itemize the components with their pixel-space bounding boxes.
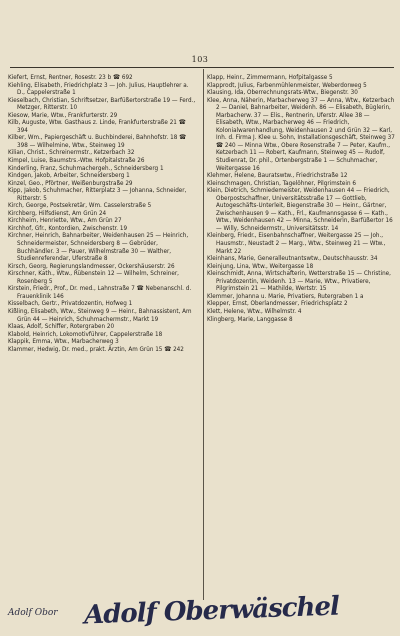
- directory-entry: Klehmer, Helene, Bauratswtw., Friedrichstraße 12: [207, 172, 348, 180]
- directory-entry: Kinzel, Geo., Pförtner, Weißenburgstraße 29: [8, 179, 133, 187]
- page-number: 103: [191, 55, 209, 64]
- directory-entry: Kirschner, Kath., Wtw., Rübenstein 12 — Wilhelm, Schreiner, Rosenberg 5: [8, 270, 179, 285]
- directory-entry: Kirchner, Heinrich, Bahnarbeiter, Weidenhausen 25 — Heinrich, Schneidermeister, Schneidersberg 8 — Gebrüder, Buchhändler. 3 — Pauer, Wilhelmstraße 30 — Walther, Studienreferendar, Uferstraße 8: [8, 232, 189, 263]
- directory-entry: Klemmer, Johanna u. Marie, Privatiers, Rutergraben 1 a: [207, 292, 364, 300]
- directory-entry: Kirsch, Georg, Regierungslandmesser, Ockershäuserstr. 26: [8, 262, 175, 270]
- directory-entry: Kiesow, Marie, Wtw., Frankfurterstr. 29: [8, 111, 118, 119]
- directory-entry: Kirchheim, Henriette, Wtw., Am Grün 27: [8, 217, 122, 225]
- directory-entry: Kleinschmidt, Anna, Wirtschafterin, Wetterstraße 15 — Christine, Privatdozentin, Weidenh. 13 — Marie, Wtw., Privatiere, Pilgrimstein 21 — Mathilde, Wertstr. 15: [207, 270, 391, 293]
- directory-entry: Klapprodt, Julius, Farbenmühlenmeister, Weberdorweg 5: [207, 81, 367, 89]
- directory-entry: Kisselbach, Gertr., Privatdozentin, Hofweg 1: [8, 300, 133, 308]
- directory-entry: Kirchberg, Hilfsdienst, Am Grün 24: [8, 209, 107, 217]
- directory-entry: Kilber, Wm., Papiergeschäft u. Buchbinderei, Bahnhofstr. 18 ☎ 398 — Wilhelmine, Wtw., Steinweg 19: [8, 134, 187, 149]
- directory-entry: Klaas, Adolf, Schiffer, Rotergraben 20: [8, 323, 115, 331]
- directory-entry: Klabold, Heinrich, Lokomotivführer, Cappelerstraße 18: [8, 330, 163, 338]
- directory-entry: Klausing, Ida, Oberrechnungsrats-Wtw., Biegenstr. 30: [207, 89, 358, 97]
- directory-entry: Kilb, Auguste, Wtw. Gasthaus z. Linde, Frankfurterstraße 21 ☎ 394: [8, 119, 186, 134]
- directory-entry: Kinderling, Franz, Schuhmachergeh., Schneidersberg 1: [8, 164, 164, 172]
- directory-entry: Klingberg, Marie, Langgasse 8: [207, 315, 293, 323]
- directory-entry: Kleinhans, Marie, Generalleutnantswtw., Deutschhausstr. 34: [207, 255, 378, 263]
- directory-entry: Klein, Dietrich, Schmiedemeister, Weidenhausen 44 — Friedrich, Oberpostschaffner, Universitätsstraße 17 — Gottlieb, Autogeschäfts-Unterleit, Biegenstraße 30 — Heinr., Gärtner, Zwischenhausen 9 — Kath., Frl., Kaufmannsgasse 6 — Kath., Wtw., Weidenhausen 42 — Minna, Schneiderin, Barfüßertor 16 — Willy, Schneidermstr., Universitätsstr. 14: [207, 187, 393, 232]
- directory-entry: Klee, Anna, Näherin, Marbacherweg 37 — Anna, Wtw., Ketzerbach 2 — Daniel, Bahnarbeiter, Weidenh. 86 — Elisabeth, Büglerin, Marbacherw. 37 — Elis., Rentnerin, Uferstr. Allee 38 — Elisabeth, Wtw., Marbacherweg 46 — Friedrich, Kolonialwarenhandlung, Weidenhausen 2 und Grün 32 — Karl, Inh. d. Firma J. Klee u. Sohn, Installationsgeschäft, Steinweg 37 ☎ 240 — Minna Wtw., Obere Rosenstraße 7 — Peter, Kaufm., Ketzerbach 11 — Robert, Kaufmann, Steinweg 45 — Rudolf, Studienrat, Dr. phil., Ortenbergstraße 1 — Schuhmacher, Weitergasse 16: [207, 96, 395, 172]
- handwritten-signature: Adolf Oberwäschel: [83, 591, 340, 631]
- directory-entry: Kleinschmagen, Christian, Tagelöhner, Pilgrimstein 6: [207, 179, 356, 187]
- directory-entry: Kipp, Jakob, Schuhmacher, Ritterplatz 3 — Johanna, Schneider, Ritterstr. 5: [8, 187, 187, 202]
- signature-printed: Adolf Obor: [8, 608, 58, 618]
- left-column: [8, 74, 196, 353]
- header-rule: [10, 67, 394, 68]
- directory-entry: Kiehling, Elisabeth, Friedrichplatz 3 — Joh. Julius, Hauptlehrer a. D., Cappelerstraße 1: [8, 81, 189, 97]
- directory-entry: Kirchhof, Gfr., Kontordien, Zwischenstr. 19: [8, 224, 128, 232]
- directory-entry: Kißling, Elisabeth, Wtw., Steinweg 9 — Heinr., Bahnassistent, Am Grün 44 — Heinrich, Schuhmachermstr., Markt 19: [8, 307, 192, 323]
- directory-entry: Klappik, Emma, Wtw., Marbacherweg 3: [8, 338, 119, 346]
- directory-entry: Klepper, Ernst, Oberlandmesser, Friedrichsplatz 2: [207, 300, 348, 308]
- directory-entry: Kindgen, Jakob, Arbeiter, Schneidersberg 1: [8, 172, 130, 180]
- directory-entry: Kirch, George, Postsekretär, Wm. Casselerstraße 5: [8, 202, 152, 210]
- column-divider: [203, 69, 204, 600]
- signature-area: [0, 591, 400, 631]
- directory-entry: Klapp, Heinr., Zimmermann, Hofpitalgasse 5: [207, 74, 333, 81]
- directory-entry: Kieselbach, Christian, Schriftsetzer, Barfüßertorstraße 19 — Ferd., Metzger, Ritterstr. 10: [8, 96, 196, 112]
- directory-entry: Kleinjung, Lina, Wtw., Weitergasse 18: [207, 262, 314, 270]
- directory-entry: Kilian, Christ., Schreinermstr., Ketzerbach 32: [8, 149, 135, 157]
- directory-entry: Kimpel, Luise, Baumstrs.-Wtw. Hofpitalstraße 26: [8, 157, 145, 165]
- directory-entry: Kleinberg, Friedr., Eisenbahnschaffner, Weitergasse 25 — Joh., Hausmstr., Neustadt 2 — Marg., Wtw., Steinweg 21 — Wtw., Markt 22: [207, 232, 386, 255]
- directory-entry: Klammer, Hedwig, Dr. med., prakt. Ärztin, Am Grün 15 ☎ 242: [8, 345, 184, 353]
- directory-entry: Klett, Helene, Wtw., Wilhelmstr. 4: [207, 307, 302, 315]
- directory-entry: Kiefert, Ernst, Rentner, Rosestr. 23 b ☎ 692: [8, 74, 133, 81]
- right-column: [207, 74, 395, 323]
- directory-entry: Kirstein, Friedr., Prof., Dr. med., Lahnstraße 7 ☎ Nebenanschl. d. Frauenklinik 146: [8, 285, 192, 300]
